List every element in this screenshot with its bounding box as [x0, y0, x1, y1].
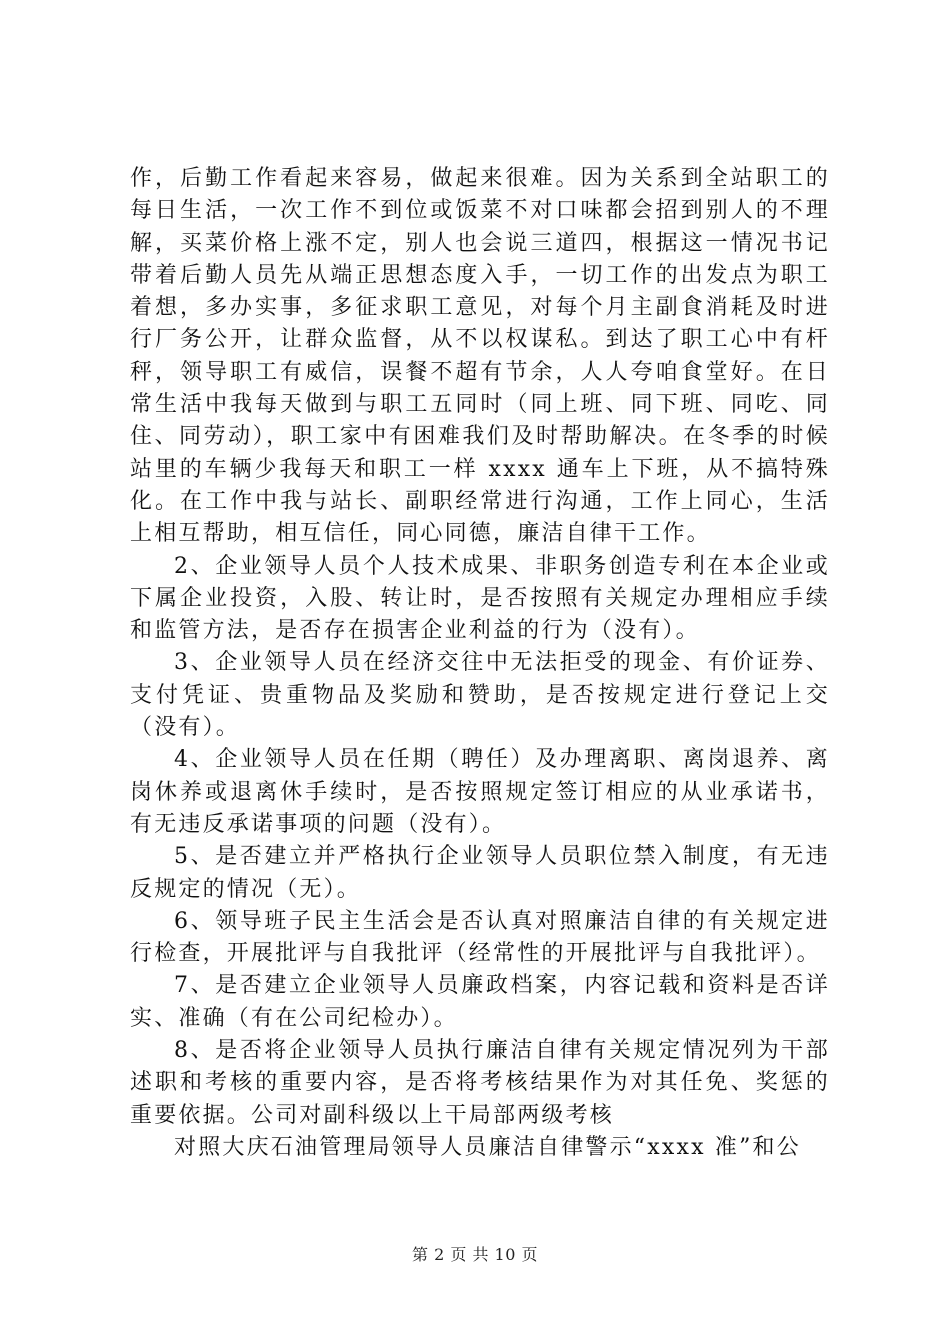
paragraph-continuation: 作，后勤工作看起来容易，做起来很难。因为关系到全站职工的每日生活，一次工作不到位或饭菜不对口味都会招到别人的不理解，买菜价格上涨不定，别人也会说三道四，根据这一情况书记带着后勤人员先从端正思想态度入手，一切工作的出发点为职工着想，多办实事，多征求职工意见，对每个月主副食消耗及时进行厂务公开，让群众监督，从不以权谋私。到达了职工心中有杆秤，领导职工有威信，误餐不超有节余，人人夸咱食堂好。在日常生活中我每天做到与职工五同时（同上班、同下班、同吃、同住、同劳动），职工家中有困难我们及时帮助解决。在冬季的时候站里的车辆少我每天和职工一样 xxxx 通车上下班，从不搞特殊化。在工作中我与站长、副职经常进行沟通，工作上同心，生活上相互帮助，相互信任，同心同德，廉洁自律干工作。 [130, 166, 830, 547]
document-body [130, 163, 830, 1164]
paragraph-item-4: 4、企业领导人员在任期（聘任）及办理离职、离岗退养、离岗休养或退离休手续时，是否按照规定签订相应的从业承诺书，有无违反承诺事项的问题（没有）。 [130, 747, 830, 837]
paragraph-item-8: 8、是否将企业领导人员执行廉洁自律有关规定情况列为干部述职和考核的重要内容，是否将考核结果作为对其任免、奖惩的重要依据。公司对副科级以上干局部两级考核 [130, 1038, 830, 1128]
paragraph-item-2: 2、企业领导人员个人技术成果、非职务创造专利在本企业或下属企业投资，入股、转让时，是否按照有关规定办理相应手续和监管方法，是否存在损害企业利益的行为（没有）。 [130, 553, 830, 644]
paragraph-item-5: 5、是否建立并严格执行企业领导人员职位禁入制度，有无违反规定的情况（无）。 [130, 844, 830, 902]
paragraph-item-6: 6、领导班子民主生活会是否认真对照廉洁自律的有关规定进行检查，开展批评与自我批评（经常性的开展批评与自我批评）。 [130, 908, 830, 967]
paragraph-item-7: 7、是否建立企业领导人员廉政档案，内容记载和资料是否详实、准确（有在公司纪检办）。 [130, 973, 830, 1031]
paragraph-item-3: 3、企业领导人员在经济交往中无法拒受的现金、有价证券、支付凭证、贵重物品及奖励和赞助，是否按规定进行登记上交（没有）。 [130, 650, 830, 741]
page-number-footer: 第 2 页 共 10 页 [412, 1245, 538, 1264]
paragraph-closing: 对照大庆石油管理局领导人员廉洁自律警示“xxxx 准”和公 [174, 1134, 801, 1160]
